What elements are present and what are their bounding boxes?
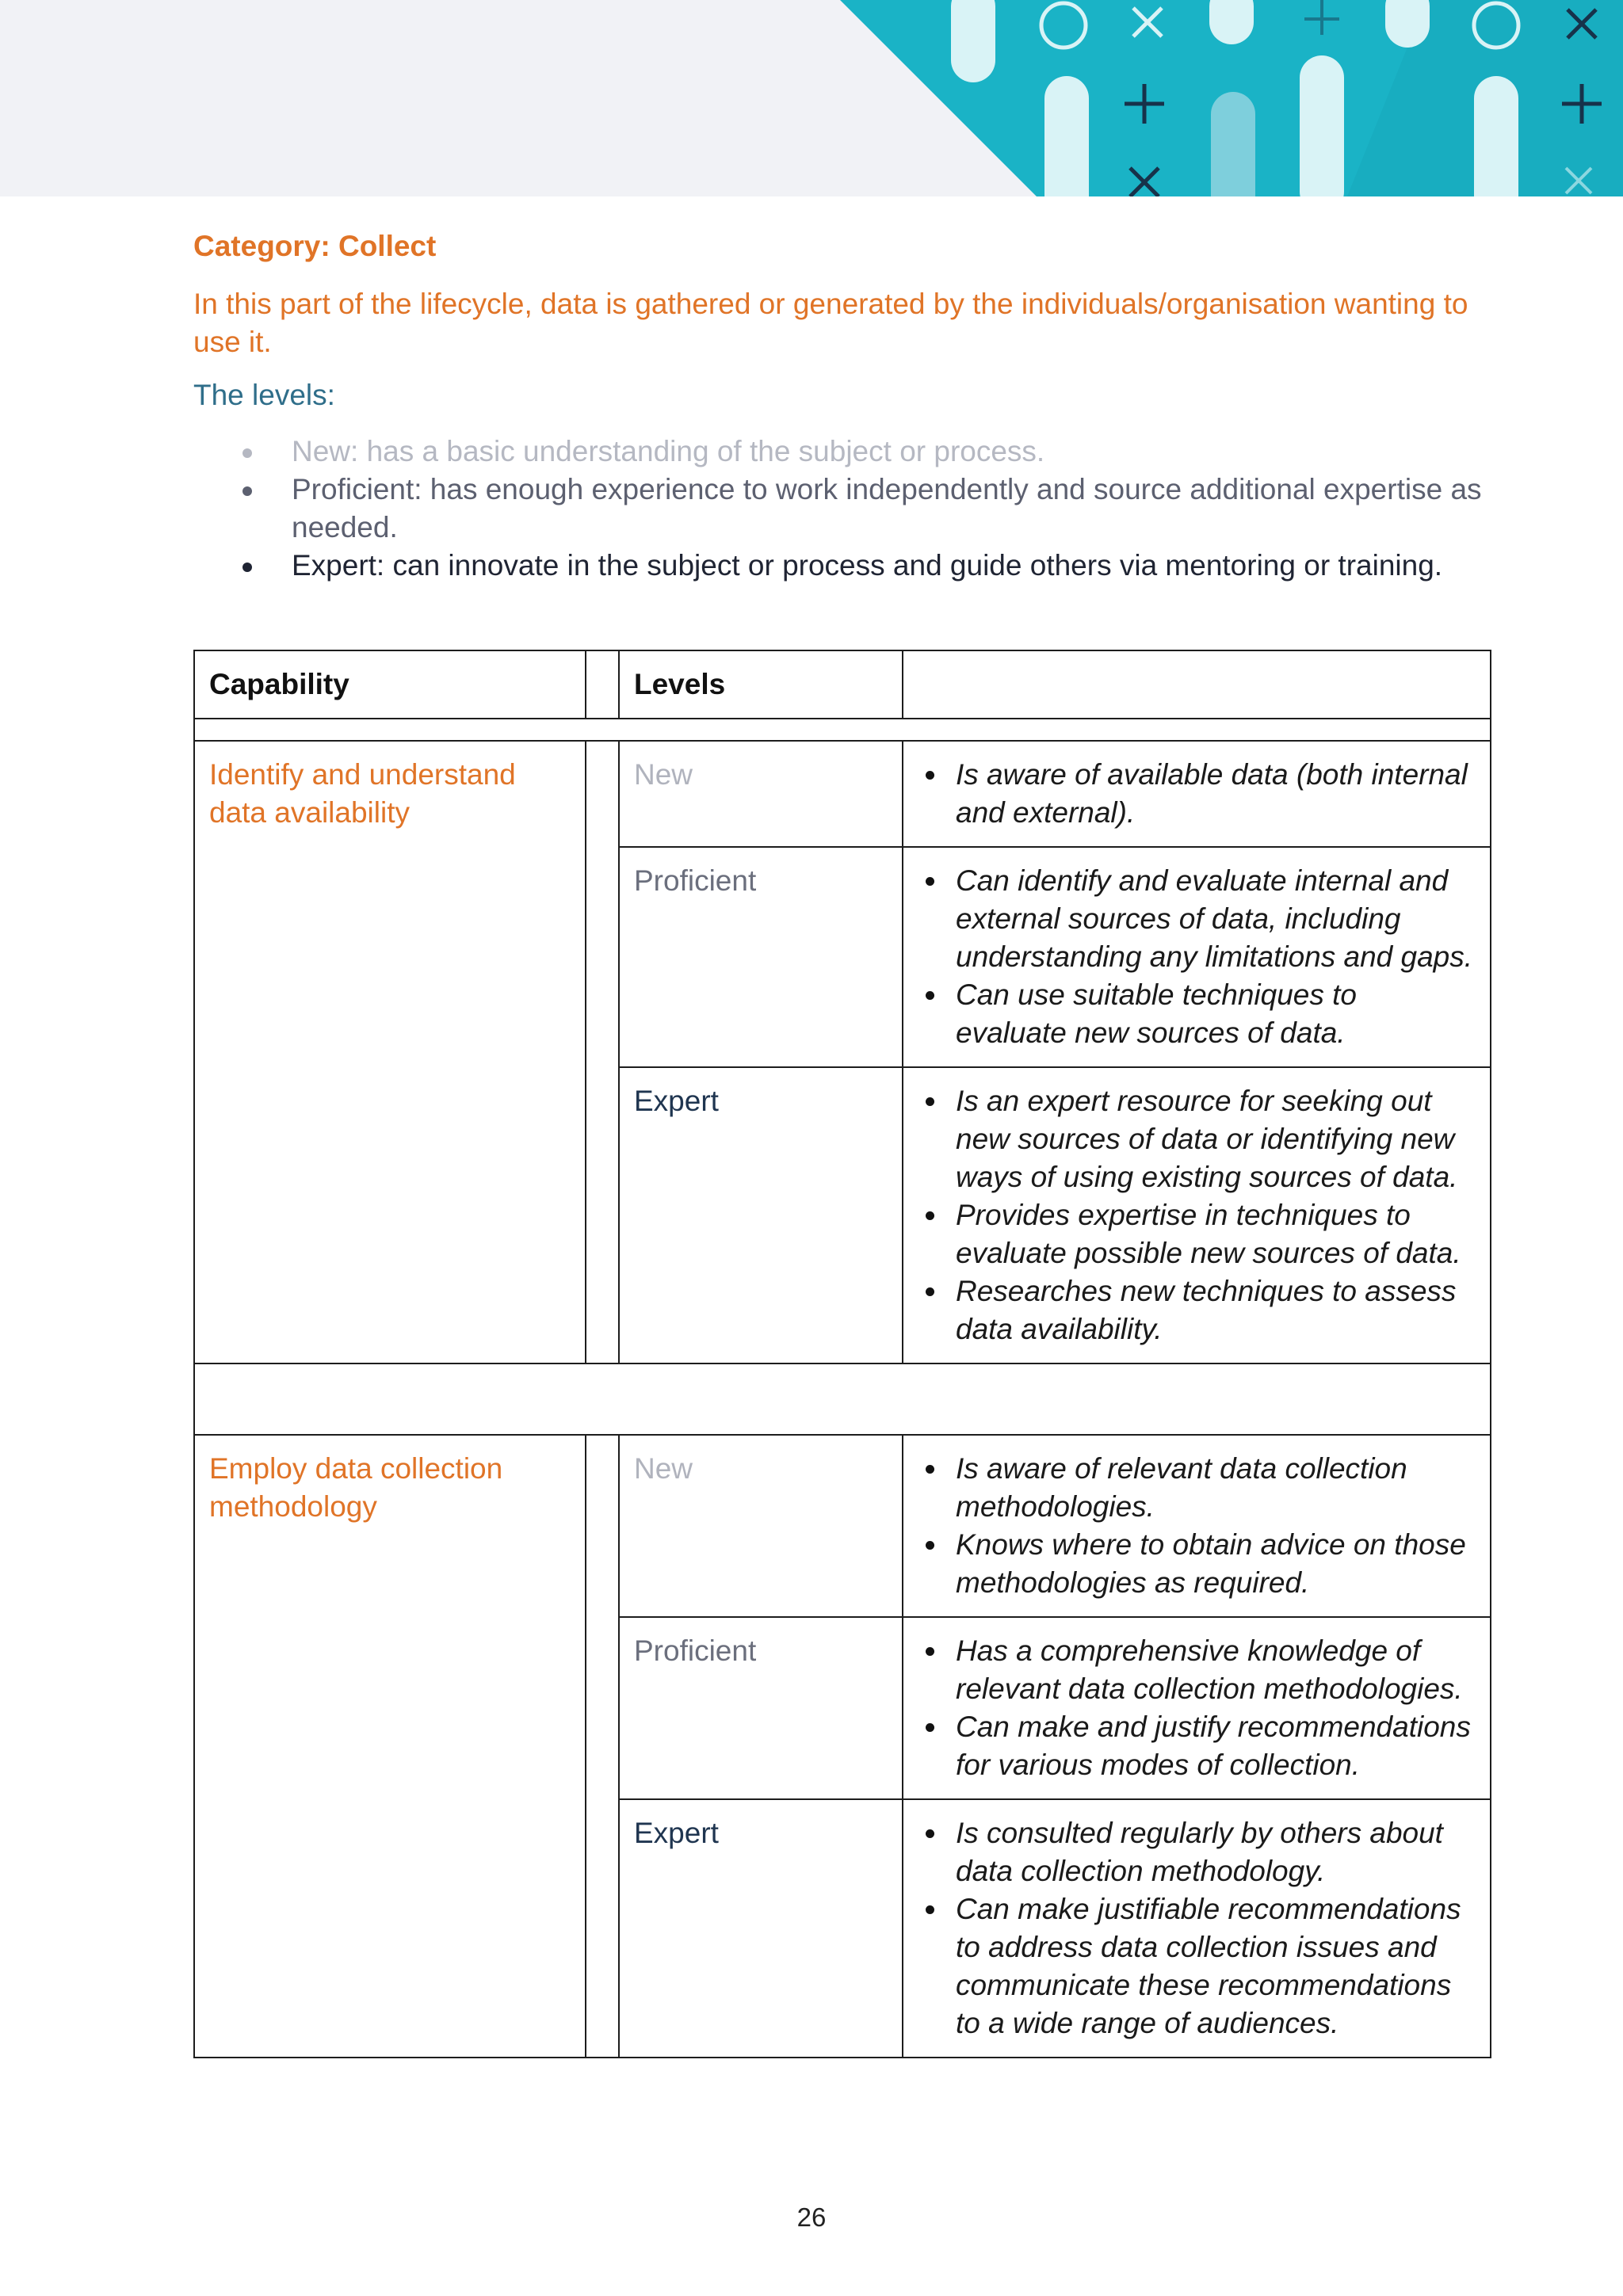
description-cell <box>903 741 1491 847</box>
list-item: Is consulted regularly by others about data collection methodology. <box>918 1814 1476 1890</box>
list-item: Can identify and evaluate internal and external sources of data, including understanding any limitations and gaps. <box>918 862 1476 976</box>
level-cell: Expert <box>619 1067 903 1363</box>
list-item: Knows where to obtain advice on those methodologies as required. <box>918 1526 1476 1602</box>
level-cell: Proficient <box>619 1617 903 1799</box>
list-item: Is an expert resource for seeking out new sources of data or identifying new ways of using existing sources of data. <box>918 1082 1476 1196</box>
level-cell: Expert <box>619 1799 903 2058</box>
levels-list <box>242 433 1503 585</box>
table-spacer-row <box>194 719 1491 741</box>
levels-label: The levels: <box>193 379 335 411</box>
table-row <box>194 1435 1491 1617</box>
category-title: Category: Collect <box>193 230 437 262</box>
level-cell: New <box>619 741 903 847</box>
level-definition-proficient: Proficient: has enough experience to work independently and source additional expertise as needed. <box>242 471 1503 547</box>
level-definition-new: New: has a basic understanding of the subject or process. <box>242 433 1503 471</box>
list-item: Can make and justify recommendations for various modes of collection. <box>918 1708 1476 1784</box>
level-cell: Proficient <box>619 847 903 1067</box>
capability-name: Identify and understand data availability <box>194 741 586 1363</box>
table-spacer-row <box>194 1363 1491 1435</box>
list-item: Provides expertise in techniques to evaluate possible new sources of data. <box>918 1196 1476 1272</box>
capability-table <box>193 650 1490 2058</box>
table-header-row <box>194 650 1491 719</box>
list-item: Can use suitable techniques to evaluate new sources of data. <box>918 976 1476 1052</box>
header-decoration <box>0 0 1623 196</box>
description-cell <box>903 847 1491 1067</box>
list-item: Has a comprehensive knowledge of relevant data collection methodologies. <box>918 1632 1476 1708</box>
header-capability: Capability <box>194 650 586 719</box>
description-cell <box>903 1799 1491 2058</box>
description-cell <box>903 1435 1491 1617</box>
header-levels: Levels <box>619 650 903 719</box>
table-row <box>194 741 1491 847</box>
level-cell: New <box>619 1435 903 1617</box>
description-cell <box>903 1067 1491 1363</box>
description-cell <box>903 1617 1491 1799</box>
list-item: Researches new techniques to assess data availability. <box>918 1272 1476 1348</box>
capability-name: Employ data collection methodology <box>194 1435 586 2058</box>
list-item: Is aware of relevant data collection methodologies. <box>918 1450 1476 1526</box>
category-intro: In this part of the lifecycle, data is gathered or generated by the individuals/organisation wanting to use it. <box>193 288 1468 358</box>
list-item: Can make justifiable recommendations to address data collection issues and communicate these recommendations to a wide range of audiences. <box>918 1890 1476 2042</box>
level-definition-expert: Expert: can innovate in the subject or process and guide others via mentoring or training. <box>242 547 1503 585</box>
page-number: 26 <box>796 2203 827 2232</box>
list-item: Is aware of available data (both internal and external). <box>918 756 1476 832</box>
